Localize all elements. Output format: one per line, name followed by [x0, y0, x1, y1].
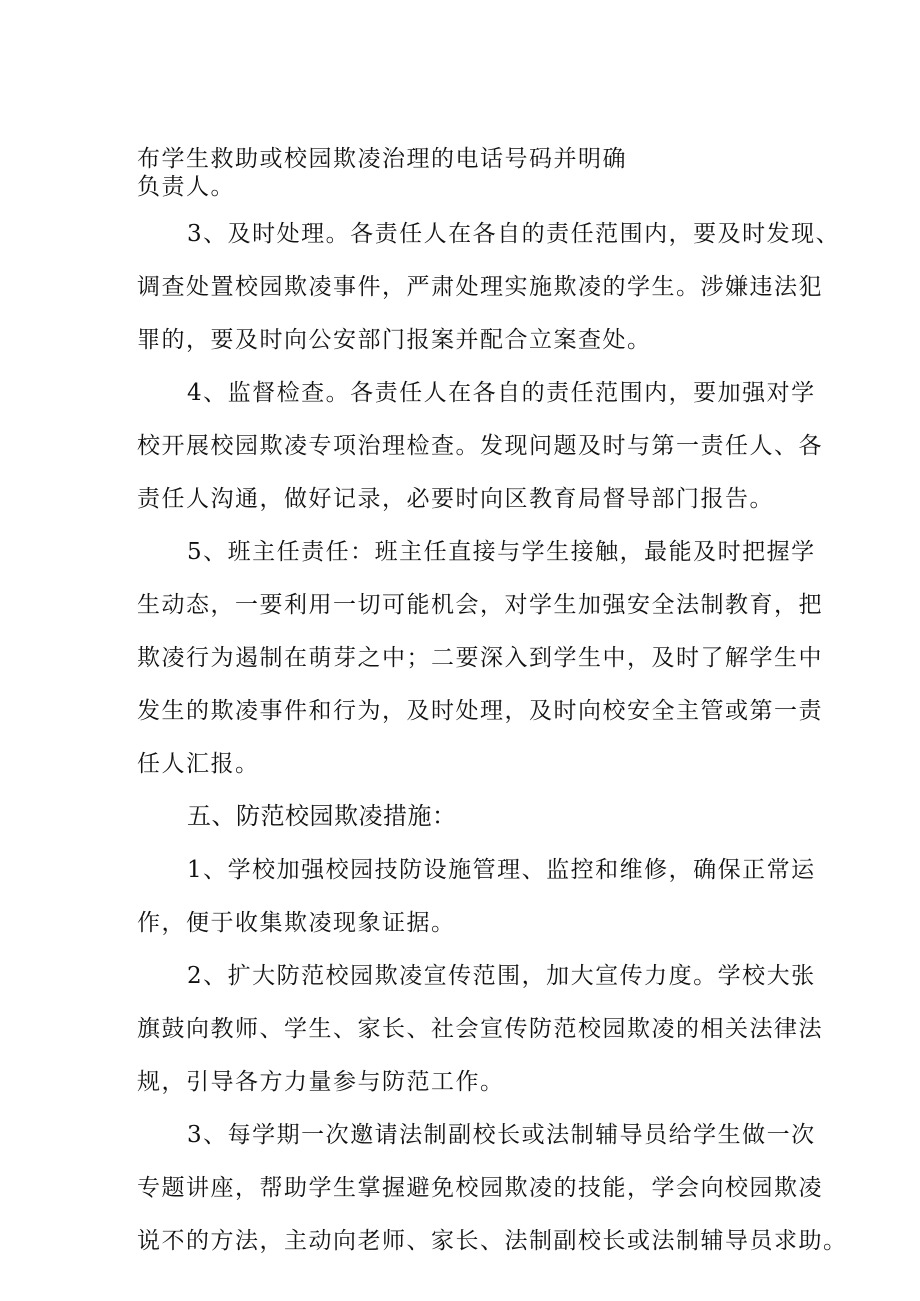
text-line: 布学生救助或校园欺凌治理的电话号码并明确 [137, 146, 627, 172]
text-line: 旗鼓向教师、学生、家长、社会宣传防范校园欺凌的相关法律法 [137, 1016, 823, 1042]
measure-1-line-1: 1、学校加强校园技防设施管理、监控和维修，确保正常运 [187, 857, 816, 883]
text-line: 负责人。 [137, 174, 235, 200]
text-line: 规，引导各方力量参与防范工作。 [137, 1069, 505, 1095]
text-line: 调查处置校园欺凌事件，严肃处理实施欺凌的学生。涉嫌违法犯 [137, 274, 823, 300]
text-line: 校开展校园欺凌专项治理检查。发现问题及时与第一责任人、各 [137, 433, 823, 459]
text-line: 生动态，一要利用一切可能机会，对学生加强安全法制教育，把 [137, 592, 823, 618]
measure-3-line-1: 3、每学期一次邀请法制副校长或法制辅导员给学生做一次 [187, 1122, 816, 1148]
section-heading: 五、防范校园欺凌措施： [187, 802, 457, 830]
text-line: 责任人沟通，做好记录，必要时向区教育局督导部门报告。 [137, 486, 774, 512]
text-line: 罪的，要及时向公安部门报案并配合立案查处。 [137, 327, 652, 353]
text-line: 任人汇报。 [137, 751, 260, 777]
measure-2-line-1: 2、扩大防范校园欺凌宣传范围，加大宣传力度。学校大张 [187, 963, 816, 989]
paragraph-3-line-1: 3、及时处理。各责任人在各自的责任范围内，要及时发现、 [187, 221, 841, 247]
text-line: 说不的方法，主动向老师、家长、法制副校长或法制辅导员求助。 [137, 1228, 848, 1254]
text-line: 作，便于收集欺凌现象证据。 [137, 910, 456, 936]
text-line: 专题讲座，帮助学生掌握避免校园欺凌的技能，学会向校园欺凌 [137, 1175, 823, 1201]
paragraph-4-line-1: 4、监督检查。各责任人在各自的责任范围内，要加强对学 [187, 380, 816, 406]
text-line: 发生的欺凌事件和行为，及时处理，及时向校安全主管或第一责 [137, 698, 823, 724]
text-line: 欺凌行为遏制在萌芽之中；二要深入到学生中，及时了解学生中 [137, 645, 823, 671]
paragraph-5-line-1: 5、班主任责任：班主任直接与学生接触，最能及时把握学 [187, 539, 816, 565]
